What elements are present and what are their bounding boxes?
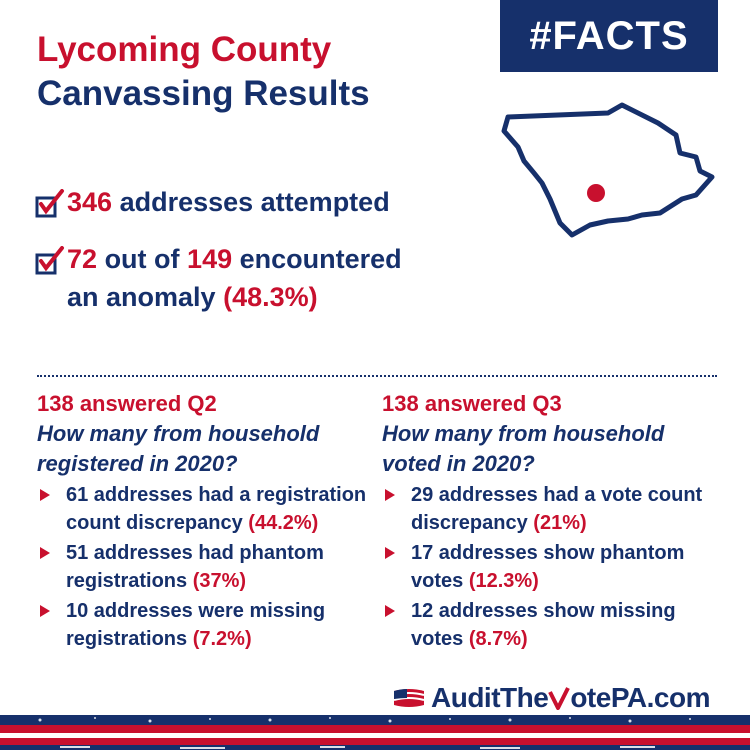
stat-attempted <box>35 183 390 221</box>
location-dot-icon <box>587 184 605 202</box>
q3-column <box>382 389 722 653</box>
list-item: 12 addresses show missing votes (8.7%) <box>382 597 722 653</box>
triangle-bullet-icon <box>40 489 50 501</box>
county-map-icon <box>490 95 722 245</box>
list-item: 17 addresses show phantom votes (12.3%) <box>382 539 722 595</box>
q3-heading: 138 answered Q3 <box>382 391 562 416</box>
anomaly-mid: out of <box>104 244 180 274</box>
triangle-bullet-icon <box>385 489 395 501</box>
logo-text-start: AuditThe <box>431 682 549 713</box>
triangle-bullet-icon <box>40 605 50 617</box>
attempted-number: 346 <box>67 187 113 217</box>
facts-badge: #FACTS <box>500 0 718 72</box>
list-item: 10 addresses were missing registrations (7.2%) <box>37 597 377 653</box>
site-logo <box>392 682 710 714</box>
attempted-text: addresses attempted <box>119 187 390 217</box>
triangle-bullet-icon <box>385 547 395 559</box>
vote-check-icon <box>548 686 570 710</box>
anomaly-total: 149 <box>187 244 233 274</box>
anomaly-text: encountered <box>239 244 402 274</box>
triangle-bullet-icon <box>40 547 50 559</box>
dotted-divider <box>37 375 717 377</box>
anomaly-number: 72 <box>67 244 98 274</box>
flag-icon <box>392 687 426 709</box>
q2-heading: 138 answered Q2 <box>37 391 217 416</box>
title-line-2: Canvassing Results <box>37 74 370 113</box>
stat-anomaly <box>35 240 402 316</box>
list-item: 29 addresses had a vote count discrepancy (21%) <box>382 481 722 537</box>
triangle-bullet-icon <box>385 605 395 617</box>
q2-column <box>37 389 377 653</box>
list-item: 51 addresses had phantom registrations (37%) <box>37 539 377 595</box>
title-line-1: Lycoming County <box>37 30 332 69</box>
checkmark-box-icon <box>35 246 65 276</box>
anomaly-line2: an anomaly <box>67 282 216 312</box>
checkmark-box-icon <box>35 189 65 219</box>
flag-stripe-band <box>0 715 750 750</box>
logo-text-end: otePA.com <box>570 682 710 713</box>
q3-question: How many from household voted in 2020? <box>382 421 665 476</box>
q2-question: How many from household registered in 2020? <box>37 421 320 476</box>
list-item: 61 addresses had a registration count discrepancy (44.2%) <box>37 481 377 537</box>
anomaly-pct: (48.3%) <box>223 282 318 312</box>
